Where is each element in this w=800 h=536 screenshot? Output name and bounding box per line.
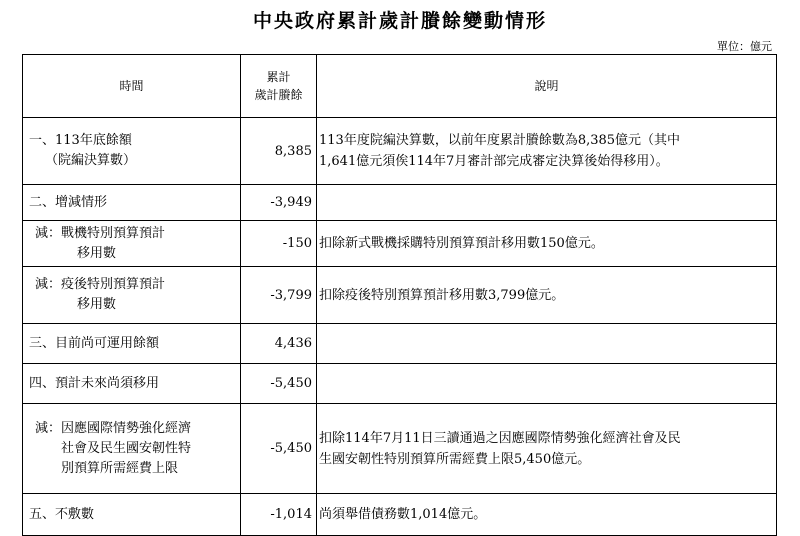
table-header-row <box>23 55 777 118</box>
table-row <box>23 267 777 324</box>
row-description <box>317 404 777 494</box>
row-label-prefix: 減： <box>35 420 62 436</box>
row-desc-line2: 生國安韌性特別預算所需經費上限5,450億元。 <box>319 451 591 467</box>
row-label: 四、預計未來尚須移用 <box>23 364 241 404</box>
row-label-line2: 社會及民生國安韌性特 <box>61 440 192 456</box>
row-label-prefix: 減： <box>35 277 62 292</box>
table-row <box>23 324 777 364</box>
row-label <box>23 118 241 185</box>
row-desc-line1: 113年度院編決算數，以前年度累計賸餘數為8,385億元（其中 <box>319 133 681 148</box>
row-value: -5,450 <box>241 364 317 404</box>
row-label: 二、增減情形 <box>23 185 241 221</box>
header-surplus-line2: 歲計賸餘 <box>254 88 303 102</box>
row-label: 五、不敷數 <box>23 494 241 536</box>
table-row <box>23 364 777 404</box>
row-label <box>23 267 241 324</box>
row-label-line2: 移用數 <box>77 297 117 312</box>
row-label-line1: 疫後特別預算預計 <box>61 277 166 292</box>
row-value: 4,436 <box>241 324 317 364</box>
row-label-line3: 別預算所需經費上限 <box>61 460 179 476</box>
row-description: 尚須舉借債務數1,014億元。 <box>317 494 777 536</box>
table-row <box>23 118 777 185</box>
row-label-line1: 戰機特別預算預計 <box>61 225 166 241</box>
row-value: -1,014 <box>241 494 317 536</box>
table-row <box>23 185 777 221</box>
row-label <box>23 221 241 267</box>
header-surplus-line1: 累計 <box>266 70 291 84</box>
row-value: 8,385 <box>241 118 317 185</box>
table-row <box>23 221 777 267</box>
row-desc-line2: 1,641億元須俟114年7月審計部完成審定決算後始得移用）。 <box>319 154 669 169</box>
page-title: 中央政府累計歲計賸餘變動情形 <box>252 10 547 32</box>
row-value: -5,450 <box>241 404 317 494</box>
row-value: -3,799 <box>241 267 317 324</box>
row-label: 三、目前尚可運用餘額 <box>23 324 241 364</box>
row-value: -3,949 <box>241 185 317 221</box>
header-surplus <box>241 55 317 118</box>
row-label-line1: 一、113年底餘額 <box>29 133 132 148</box>
row-description: 扣除新式戰機採購特別預算預計移用數150億元。 <box>317 221 777 267</box>
row-label <box>23 404 241 494</box>
row-label-prefix: 減： <box>35 225 62 241</box>
row-description <box>317 364 777 404</box>
surplus-table <box>22 54 777 536</box>
unit-label: 單位：億元 <box>717 40 772 53</box>
row-label-line2: （院編決算數） <box>45 153 137 168</box>
header-period: 時間 <box>23 55 241 118</box>
header-description: 說明 <box>317 55 777 118</box>
row-description <box>317 324 777 364</box>
row-label-line1: 因應國際情勢強化經濟 <box>61 420 192 436</box>
table-row <box>23 494 777 536</box>
row-label-line2: 移用數 <box>77 245 117 261</box>
row-value: -150 <box>241 221 317 267</box>
row-description: 扣除疫後特別預算預計移用數3,799億元。 <box>317 267 777 324</box>
row-description <box>317 118 777 185</box>
table-row <box>23 404 777 494</box>
row-description <box>317 185 777 221</box>
row-desc-line1: 扣除114年7月11日三讀通過之因應國際情勢強化經濟社會及民 <box>319 430 681 446</box>
